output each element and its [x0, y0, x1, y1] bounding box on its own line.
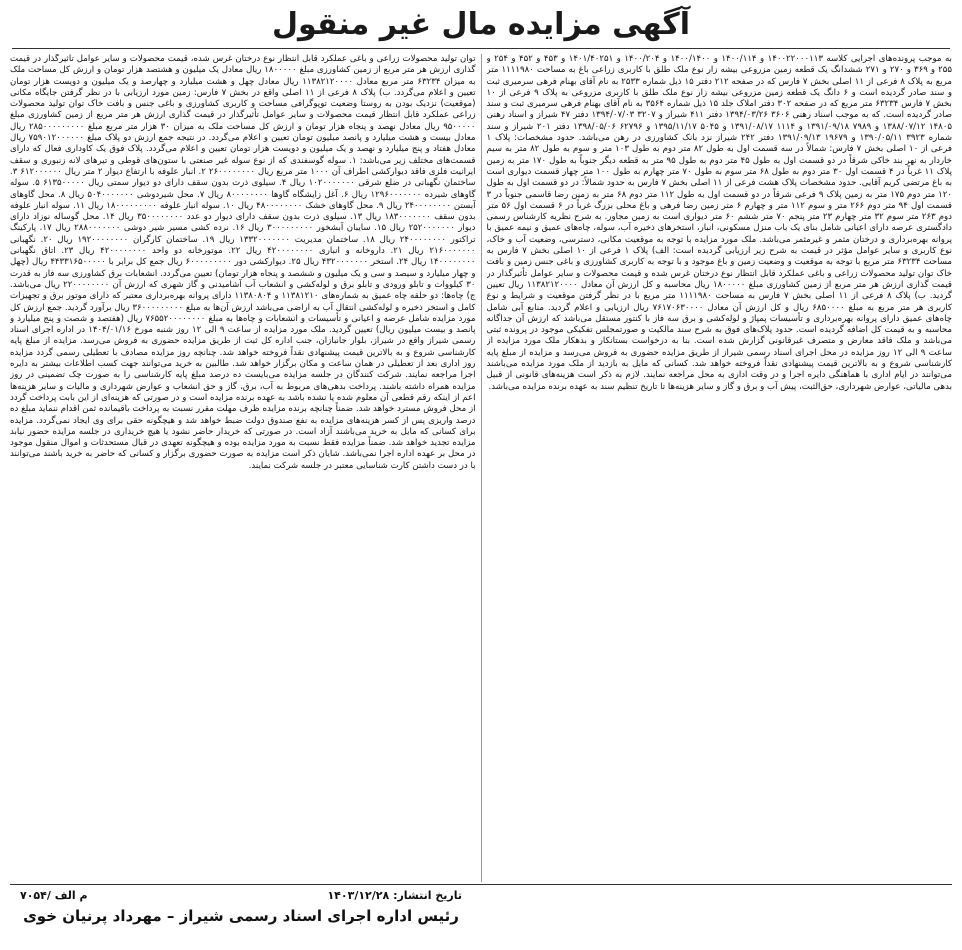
column-right	[487, 54, 953, 882]
title-divider	[12, 48, 950, 49]
publish-date-value: ۱۴۰۳/۱۲/۲۸	[327, 889, 390, 902]
publish-date	[327, 889, 462, 902]
title-bar	[0, 0, 962, 48]
notice-title: آگهی مزایده مال غیر منقول	[272, 6, 691, 42]
reference-number: ۷۰۵۴/ م الف	[20, 889, 88, 902]
signature-line: رئیس اداره اجرای اسناد رسمی شیراز – مهرداد پرنیان خوی	[23, 907, 459, 925]
notice-footer	[10, 884, 952, 947]
body-columns	[10, 54, 952, 882]
column-left-text: توان تولید محصولات زراعی و باغی عملکرد قابل انتظار نوع درختان غرس شده، قیمت محصولات و سایر عوامل تأثیرگذار در قیمت گذاری ارزش هر متر مربع از زمین کشاورزی مبلغ ۱۸۰۰۰۰۰ ریال معادل یک میلیون و هشتصد هزار تومان و ارزش کل مساحت ملک به میزان ۶۳۲۳۴ متر مربع معادل ۱۱۳۸۲۱۲۰۰۰۰ ریال معادل چهل و هشت میلیارد و چهارصد و یک میلیون و دویست هزار تومان تعیین و اعلام می‌گردد. ب) پلاک ۸ فرعی از ۱۱ اصلی واقع در بخش ۷ فارس: زمین مورد ارزیابی با در نظر گرفتن جایگاه مکانی (موقعیت) نزدیک بودن به روستا وضعیت توپوگرافی مساحت و کاربری کشاورزی و باغی جنس و بافت خاک توان تولید محصولات زراعی عملکرد قابل انتظار قیمت محصولات و سایر عوامل تأثیرگذار در قیمت گذاری ارزش هر متر مربع از زمین کشاورزی مبلغ ۹۵۰۰۰۰۰ ریال معادل نهصد و پنجاه هزار تومان و ارزش کل مساحت ملک به میزان ۳۰ هزار متر مربع مبلغ ۲۸۵۰۰۰۰۰۰۰۰۰ ریال معادل بیست و هشت میلیارد و پانصد میلیون تومان تعیین و اعلام می‌گردد. در نتیجه جمع ارزش دو پلاک مبلغ ۷۵۹۰۱۲۰۰۰۰۰۰ ریال معادل هفتاد و پنج میلیارد و نهصد و یک میلیون و دویست هزار تومان تعیین و اعلام می‌گردد. پلاک فوق یک کاوداری فعال که دارای قسمت‌های مختلف زیر می‌باشد: ۱. سوله گوسفندی که از نوع سوله غیر صنعتی با ستون‌های قوطی و تیرهای لانه زنبوری و سقف ایرانیت فلزی فاقد دیوارکشی اطراف آن ۱۰۰۰ متر مربع ریال ۲۶۰۰۰۰۰۰۰۰ ۲. انبار علوفه با ارتفاع دیوار ۲ متر ریال ۶۱۲۰۰۰۰۰۰ ۳. ساختمان نگهبانی در ضلع شرقی ۱۰۲۰۰۰۰۰۰۰ ریال ۴. سیلوی ذرت بدون سقف دارای دو دیوار سمتی ریال ۶۱۳۵۰۰۰۰۰ ۵. سوله گاوهای شیرده ۱۲۹۶۰۰۰۰۰۰۰ ریال ۶. آغل زایشگاه گاوها ۸۰۰۰۰۰۰۰۰ ریال ۷. محل شیردوشی ۵۰۴۰۰۰۰۰۰۰ ریال ۸. محل گاوهای آبستن ۲۴۰۰۰۰۰۰۰۰ ریال ۹. محل گاوهای خشک ۴۸۰۰۰۰۰۰۰۰ ریال ۱۰. سوله انبار علوفه ۱۸۰۰۰۰۰۰۰۰۰ ریال ۱۱. سوله انبار علوفه بدون سقف ۱۸۳۰۰۰۰۰۰۰ ریال ۱۳. سیلوی ذرت بدون سقف دارای دیوار دو عدد ۳۵۰۰۰۰۰۰۰۰ ریال ۱۴. محل گوساله نوزاد دارای دیوار ۲۵۲۰۰۰۰۰۰۰ ریال ۱۵. سایبان آبشخور ۳۰۰۰۰۰۰۰۰۰ ریال ۱۶. نرده کشی مسیر شیر دوشی ۲۸۸۰۰۰۰۰۰۰ ریال ۱۷. پارکینگ تراکتور ۲۴۰۰۰۰۰۰۰۰ ریال ۱۸. ساختمان مدیریت ۱۳۳۲۰۰۰۰۰۰۰ ریال ۱۹. ساختمان کارگران ۱۹۲۰۰۰۰۰۰۰۰ ریال ۲۰. نگهبانی ۲۱۶۰۰۰۰۰۰۰ ریال ۲۱. داروخانه و انباری ۴۲۰۰۰۰۰۰۰۰ ریال ۲۲. موتورخانه دو واحد ۴۲۰۰۰۰۰۰۰۰ ریال ۲۳. اتاق نگهبانی ۱۴۰۰۰۰۰۰۰۰ ریال ۲۴. استخر ۴۳۲۰۰۰۰۰۰۰ ریال ۲۵. دیوارکشی دور ۶۰۰۰۰۰۰۰۰۰ ریال جمع کل برابر با ۴۴۳۳۱۶۵۰۰۰۰۰ ریال (چهل و چهار میلیارد و سیصد و سی و یک میلیون و ششصد و پنجاه هزار تومان) تعیین می‌گردد. انشعابات برق کشاورزی سه فاز به قدرت ۳۰ کیلووات و تابلو ورودی و تابلو برق و لوله‌کشی و انشعاب آب آشامیدنی و گاز شهری که ارزش آن ۲۲۰۰۰۰۰۰۰۰ ریال می‌باشد. ج) چاه‌ها: دو حلقه چاه عمیق به شماره‌های ۱۱۳۸۱۲۱۰ و ۱۱۳۸۰۸۰۴ دارای پروانه بهره‌برداری معتبر که دارای موتور برق و تجهیزات کامل و استخر ذخیره و لوله‌کشی انتقال آب به اراضی می‌باشد ارزش آن‌ها به مبلغ ۳۶۰۰۰۰۰۰۰۰۰ ریال برآورد گردید. جمع ارزش کل مورد مزایده شامل عرصه و اعیانی و تأسیسات و انشعابات و چاه‌ها به مبلغ ۷۶۵۵۲۰۰۰۰۰۰۰۰ ریال (هفتصد و شصت و پنج میلیارد و پانصد و بیست میلیون ریال) تعیین گردید. ملک مورد مزایده از ساعت ۹ الی ۱۲ روز شنبه مورخ ۱۴۰۴/۰۱/۱۶ در اداره اجرای اسناد رسمی شیراز واقع در شیراز، بلوار جانبازان، جنب اداره کل ثبت از طریق مزایده حضوری به فروش می‌رسد. مزایده از مبلغ پایه کارشناسی شروع و به بالاترین قیمت پیشنهادی نقداً فروخته خواهد شد. چنانچه روز مزایده مصادف با تعطیلی رسمی گردد مزایده روز اداری بعد از تعطیلی در همان ساعت و مکان برگزار خواهد شد. طالبین به خرید می‌توانند جهت کسب اطلاعات بیشتر به دایره اجرا مراجعه نمایند. شرکت کنندگان در جلسه مزایده می‌بایست ده درصد مبلغ پایه کارشناسی را به صورت چک تضمینی در روز مزایده همراه داشته باشند. پرداخت بدهی‌های مربوط به آب، برق، گاز و حق انشعاب و عوارض شهرداری و مالیات و سایر هزینه‌ها اعم از اینکه رقم قطعی آن معلوم شده یا نشده باشد به عهده برنده مزایده است و در صورتی که هزینه‌ای از این بابت پرداخت گردد از محل فروش مسترد خواهد شد. ضمناً چنانچه برنده مزایده ظرف مهلت مقرر نسبت به پرداخت باقیمانده ثمن اقدام ننماید مبلغ ده درصد واریزی پس از کسر هزینه‌های مزایده به نفع صندوق دولت ضبط خواهد شد و هیچگونه حقی برای وی ایجاد نمی‌گردد. مزایده برای کسانی که مایل به خرید می‌باشند آزاد است. در صورتی که خریدار حاضر نشود یا هیچ خریداری در جلسه مزایده حضور نیابد مزایده تجدید خواهد شد. ضمناً مزایده فقط نسبت به مورد مزایده بوده و هیچگونه تعهدی در قبال مستحدثات و اموال منقول موجود در محل بر عهده اداره اجرا نمی‌باشد. شایان ذکر است مزایده به صورت حضوری برگزار و کسانی که حاضر به خرید باشند می‌توانند با در دست داشتن کارت شناسایی معتبر در جلسه شرکت نمایند.	[10, 54, 476, 471]
column-left	[10, 54, 476, 882]
column-divider	[481, 54, 482, 882]
column-right-text: به موجب پرونده‌های اجرایی کلاسه ۱۴۰۰۲۲۰۰۰۱۱۳ و ۱۴۰۰/۱۱۴ و ۱۴۰۰/۱۴۰۰ و ۱۴۰۰/۲۰۴ و ۱۴۰۱/۴۰۲۵۱ و ۴۵۳ و ۴۵۲ و ۲۵۴ و ۲۵۵ و ۳۶۹ و ۲۷۰ و ۲۷۱ ششدانگ یک قطعه زمین مزروعی بیشه زار نوع ملک طلق با کاربری زراعی باغ به مساحت ۱۱۱۱۹۸۰ متر مربع به پلاک ۸ فرعی از ۱۱ اصلی بخش ۷ فارس که در صفحه ۲۱۲ دفتر ۱۵ ذیل شماره ۲۵۳۳ به نام آقای بهنام فرهی سرمیری ثبت و سند صادر گردیده است و ۶ دانگ یک قطعه زمین مزروعی بیشه زار نوع ملک طلق با کاربری مزروعی به پلاک ۹ فرعی از ۱۰ بخش ۷ فارس ۶۳۲۳۴ متر مربع که در صفحه ۳۰۲ دفتر املاک جلد ۱۵ ذیل شماره ۳۵۶۴ به نام آقای بهنام فرهی سرمیری ثبت و سند صادر گردیده است. که به موجب اسناد رهنی ۳۶۰۶ ۱۳۹۴/۰۳/۲۶ دفتر ۴۱۱ شیراز و ۳۲۰۷ ۱۳۹۴/۰۷/۰۳ دفتر ۴۷ شیراز و اسناد رهنی ۱۴۸۰۵ ۱۳۸۸/۰۷/۱۲ و ۷۹۸۹ ۱۳۹۱/۰۹/۱۸ و ۱۱۱۴ ۱۳۹۱/۰۸/۱۷ و ۵۰۴۵ ۱۳۹۵/۱۱/۱۷ و ۶۲۷۹۶ ۱۳۹۸/۰۵/۰۶ دفتر ۲۰۱ شیراز و سند شماره ۳۹۲۳ ۱۳۹۰/۰۵/۱۱ و ۱۹۶۷۹ ۱۳۹۱/۰۹/۱۳ دفتر ۲۴۲ شیراز نزد بانک کشاورزی در رهن می‌باشد. حدود مشخصات: پلاک ۱ فرعی از ۱۰ اصلی بخش ۷ فارس: شمالاً در سه قسمت اول به طول ۸۲ متر دوم به طول ۱۰۳ متر و سوم به طول ۸۲ متر به سیم خاردار به نهر بند خاکی شرقاً در دو قسمت اول به طول ۴۵ متر دوم به طول ۹۵ متر به قطعه دیگر جنوباً به طول ۱۷۰ متر به زمین پلاک ۱۱ غرباً در ۴ قسمت اول ۳۰ متر دوم به طول ۶۸ متر سوم به طول ۷۰ متر چهارم به طول ۱۰۰ متر چهار قسمت دیواری است به باغ مرتضی کریم آقایی. حدود مشخصات پلاک هشت فرعی از ۱۱ اصلی بخش ۷ فارس به حدود شمالاً: در دو قسمت اول به طول ۱۲۰ متر دوم ۱۷۵ متر به زمین پلاک ۹ فرعی شرقاً در دو قسمت اول به طول ۱۱۲ متر دوم ۶۸ متر به زمین رضا قاسمی جنوباً در ۳ قسمت اول ۹۴ متر دوم ۲۶۶ متر و سوم ۱۱۲ متر و چهارم ۶ متر زمین رضا فرهی و باغ محلی بزرگ غرباً در ۶ قسمت اول ۵۶ متر دوم ۲۶۳ متر سوم ۳۲ متر چهارم ۲۳ متر پنجم ۷۰ متر ششم ۶۰ متر دیواری است به زمین مجاور. به شرح نظریه کارشناس رسمی دادگستری عرصه دارای اعیانی شامل بنای یک باب منزل مسکونی، انبار، استخرهای ذخیره آب، سوله، چاه‌های عمیق و نیمه عمیق با پروانه بهره‌برداری و درختان مثمر و غیرمثمر می‌باشد. ملک مورد مزایده با توجه به موقعیت مکانی، دسترسی، وضعیت آب و خاک، نوع کاربری و سایر عوامل مؤثر در قیمت به شرح زیر ارزیابی گردیده است: الف) پلاک ۱ فرعی از ۱۰ اصلی بخش ۷ فارس به مساحت ۶۳۲۳۴ متر مربع با توجه به موقعیت و وضعیت زمین و باغ موجود و با توجه به کاربری کشاورزی و باغی جنس زمین و بافت خاک توان تولید محصولات زراعی و باغی عملکرد قابل انتظار نوع درختان غرس شده و قیمت محصولات و سایر عوامل تأثیرگذار در قیمت گذاری ارزش هر متر مربع از زمین کشاورزی مبلغ ۱۸۰۰۰۰۰ ریال محاسبه و کل ارزش آن معادل ۱۱۳۸۲۱۲۰۰۰۰ ریال تعیین گردید. ب) پلاک ۸ فرعی از ۱۱ اصلی بخش ۷ فارس به مساحت ۱۱۱۱۹۸۰ متر مربع با در نظر گرفتن موقعیت و شرایط و نوع کاربری هر متر مربع به مبلغ ۶۸۵۰۰۰۰ ریال و کل ارزش آن معادل ۷۶۱۷۰۶۳۰۰۰۰ ریال ارزیابی و اعلام گردید. منابع آبی شامل چاه‌های عمیق دارای پروانه بهره‌برداری و تأسیسات پمپاژ و لوله‌کشی و برق سه فاز با کنتور مستقل می‌باشد که ارزش آن جداگانه محاسبه و به قیمت کل اضافه گردیده است. حدود پلاک‌های فوق به شرح سند مالکیت و صورتمجلس تفکیکی موجود در پرونده ثبتی می‌باشد و ملک فاقد معارض و متصرف غیرقانونی گزارش شده است. بنا به درخواست بستانکار و بدهکار ملک مورد مزایده از ساعت ۹ الی ۱۲ روز مزایده در محل اجرای اسناد رسمی شیراز از طریق مزایده حضوری به فروش می‌رسد و مزایده از مبلغ پایه کارشناسی شروع و به بالاترین قیمت پیشنهادی نقداً فروخته خواهد شد. کسانی که مایل به بازدید از ملک مورد مزایده می‌باشند می‌توانند در ایام اداری با هماهنگی دایره اجرا و در وقت اداری به محل مراجعه نمایند. لازم به ذکر است هزینه‌های قانونی از قبیل بدهی مالیاتی، عوارض شهرداری، حق‌الثبت، پیش آب و برق و گاز و سایر هزینه‌ها تا تاریخ تنظیم سند به عهده برنده مزایده می‌باشد.	[486, 54, 952, 392]
publish-date-label: تاریخ انتشار:	[393, 889, 462, 902]
